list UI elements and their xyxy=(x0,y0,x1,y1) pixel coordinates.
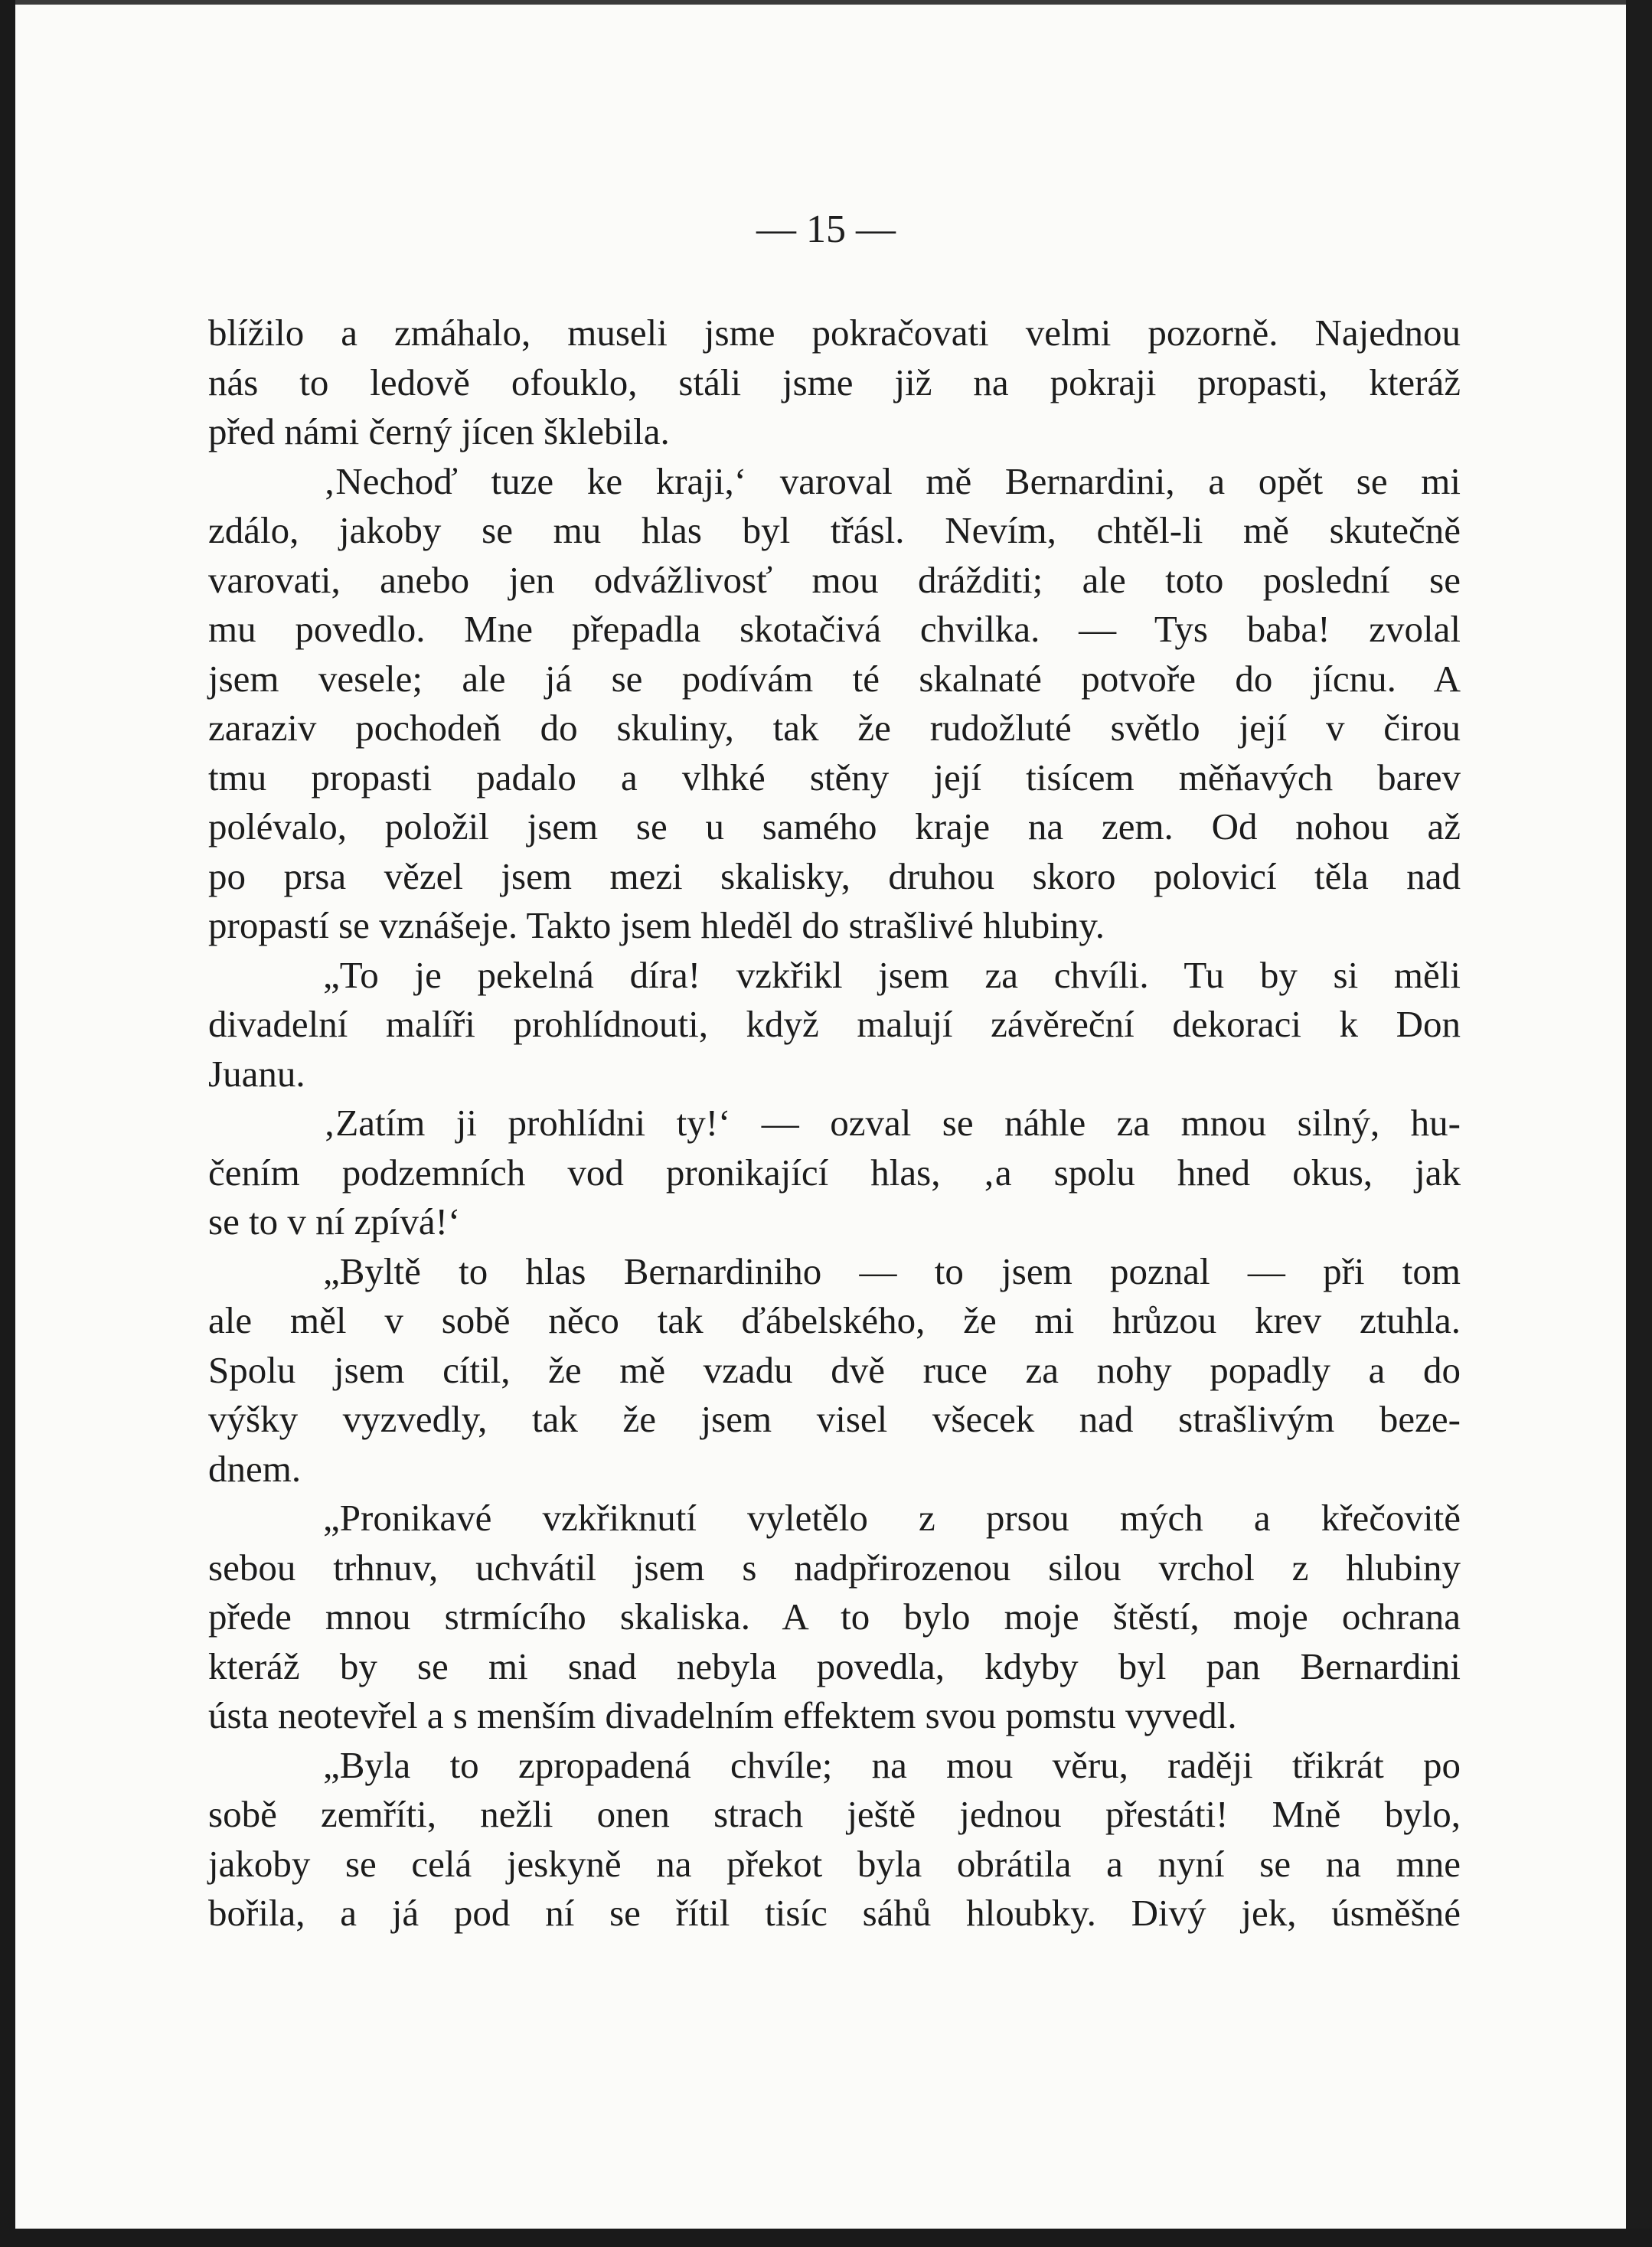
text-line: zaraziv pochodeň do skuliny, tak že rudožluté světlo její v čirou xyxy=(208,707,1461,749)
text-line: ústa neotevřel a s menším divadelním effektem svou pomstu vyvedl. xyxy=(208,1694,1237,1736)
text-line: sobě zemříti, nežli onen strach ještě jednou přestáti! Mně bylo, xyxy=(208,1793,1461,1835)
text-line: se to v ní zpívá!‘ xyxy=(208,1200,461,1243)
text-line: před námi černý jícen šklebila. xyxy=(208,410,670,452)
text-line: po prsa vězel jsem mezi skalisky, druhou skoro polovicí těla nad xyxy=(208,854,1461,897)
scan-edge-bottom xyxy=(0,2229,1652,2247)
text-line: ‚Nechoď tuze ke kraji,‘ varoval mě Bernardini, a opět se mi xyxy=(323,459,1461,502)
text-line: sebou trhnuv, uchvátil jsem s nadpřirozenou silou vrchol z hlubiny xyxy=(208,1546,1461,1589)
scan-edge-left xyxy=(0,0,15,2247)
text-line: „Byltě to hlas Bernardiniho — to jsem poznal — při tom xyxy=(323,1249,1461,1292)
text-line: Juanu. xyxy=(208,1052,305,1095)
page-number: — 15 — xyxy=(756,207,896,251)
scan-edge-right xyxy=(1626,0,1652,2247)
text-line: nás to ledově ofouklo, stáli jsme již na pokraji propasti, kteráž xyxy=(208,361,1461,403)
text-line: čením podzemních vod pronikající hlas, ‚a spolu hned okus, jak xyxy=(208,1151,1461,1194)
text-line: tmu propasti padalo a vlhké stěny její tisícem měňavých barev xyxy=(208,756,1461,799)
text-line: polévalo, položil jsem se u samého kraje na zem. Od nohou až xyxy=(208,805,1461,848)
text-line: výšky vyzvedly, tak že jsem visel všecek nad strašlivým beze- xyxy=(208,1398,1461,1440)
text-line: ale měl v sobě něco tak ďábelského, že mi hrůzou krev ztuhla. xyxy=(208,1299,1461,1341)
text-line: bořila, a já pod ní se řítil tisíc sáhů hloubky. Divý jek, úsměšné xyxy=(208,1892,1461,1934)
text-line: Spolu jsem cítil, že mě vzadu dvě ruce za nohy popadly a do xyxy=(208,1348,1461,1391)
text-line: dnem. xyxy=(208,1447,302,1490)
body-text xyxy=(208,309,1461,1938)
text-line: varovati, anebo jen odvážlivosť mou drážditi; ale toto poslední se xyxy=(208,558,1461,601)
text-line: zdálo, jakoby se mu hlas byl třásl. Nevím, chtěl-li mě skutečně xyxy=(208,509,1461,551)
scan-edge-top xyxy=(0,0,1652,5)
text-line: blížilo a zmáhalo, museli jsme pokračovati velmi pozorně. Najednou xyxy=(208,312,1461,354)
text-line: „Pronikavé vzkřiknutí vyletělo z prsou mých a křečovitě xyxy=(323,1497,1461,1539)
text-line: propastí se vznášeje. Takto jsem hleděl do strašlivé hlubiny. xyxy=(208,904,1105,946)
text-line: mu povedlo. Mne přepadla skotačivá chvilka. — Tys baba! zvolal xyxy=(208,608,1461,650)
text-line: „To je pekelná díra! vzkřikl jsem za chvíli. Tu by si měli xyxy=(323,953,1461,996)
text-line: kteráž by se mi snad nebyla povedla, kdyby byl pan Bernardini xyxy=(208,1644,1461,1687)
text-line: ‚Zatím ji prohlídni ty!‘ — ozval se náhle za mnou silný, hu- xyxy=(323,1102,1461,1144)
text-line: divadelní malíři prohlídnouti, když malují závěreční dekoraci k Don xyxy=(208,1003,1461,1045)
text-line: přede mnou strmícího skaliska. A to bylo moje štěstí, moje ochrana xyxy=(208,1595,1461,1638)
text-line: jsem vesele; ale já se podívám té skalnaté potvoře do jícnu. A xyxy=(208,657,1461,700)
text-line: „Byla to zpropadená chvíle; na mou věru, raději třikrát po xyxy=(323,1743,1461,1786)
text-line: jakoby se celá jeskyně na překot byla obrátila a nyní se na mne xyxy=(208,1842,1461,1885)
